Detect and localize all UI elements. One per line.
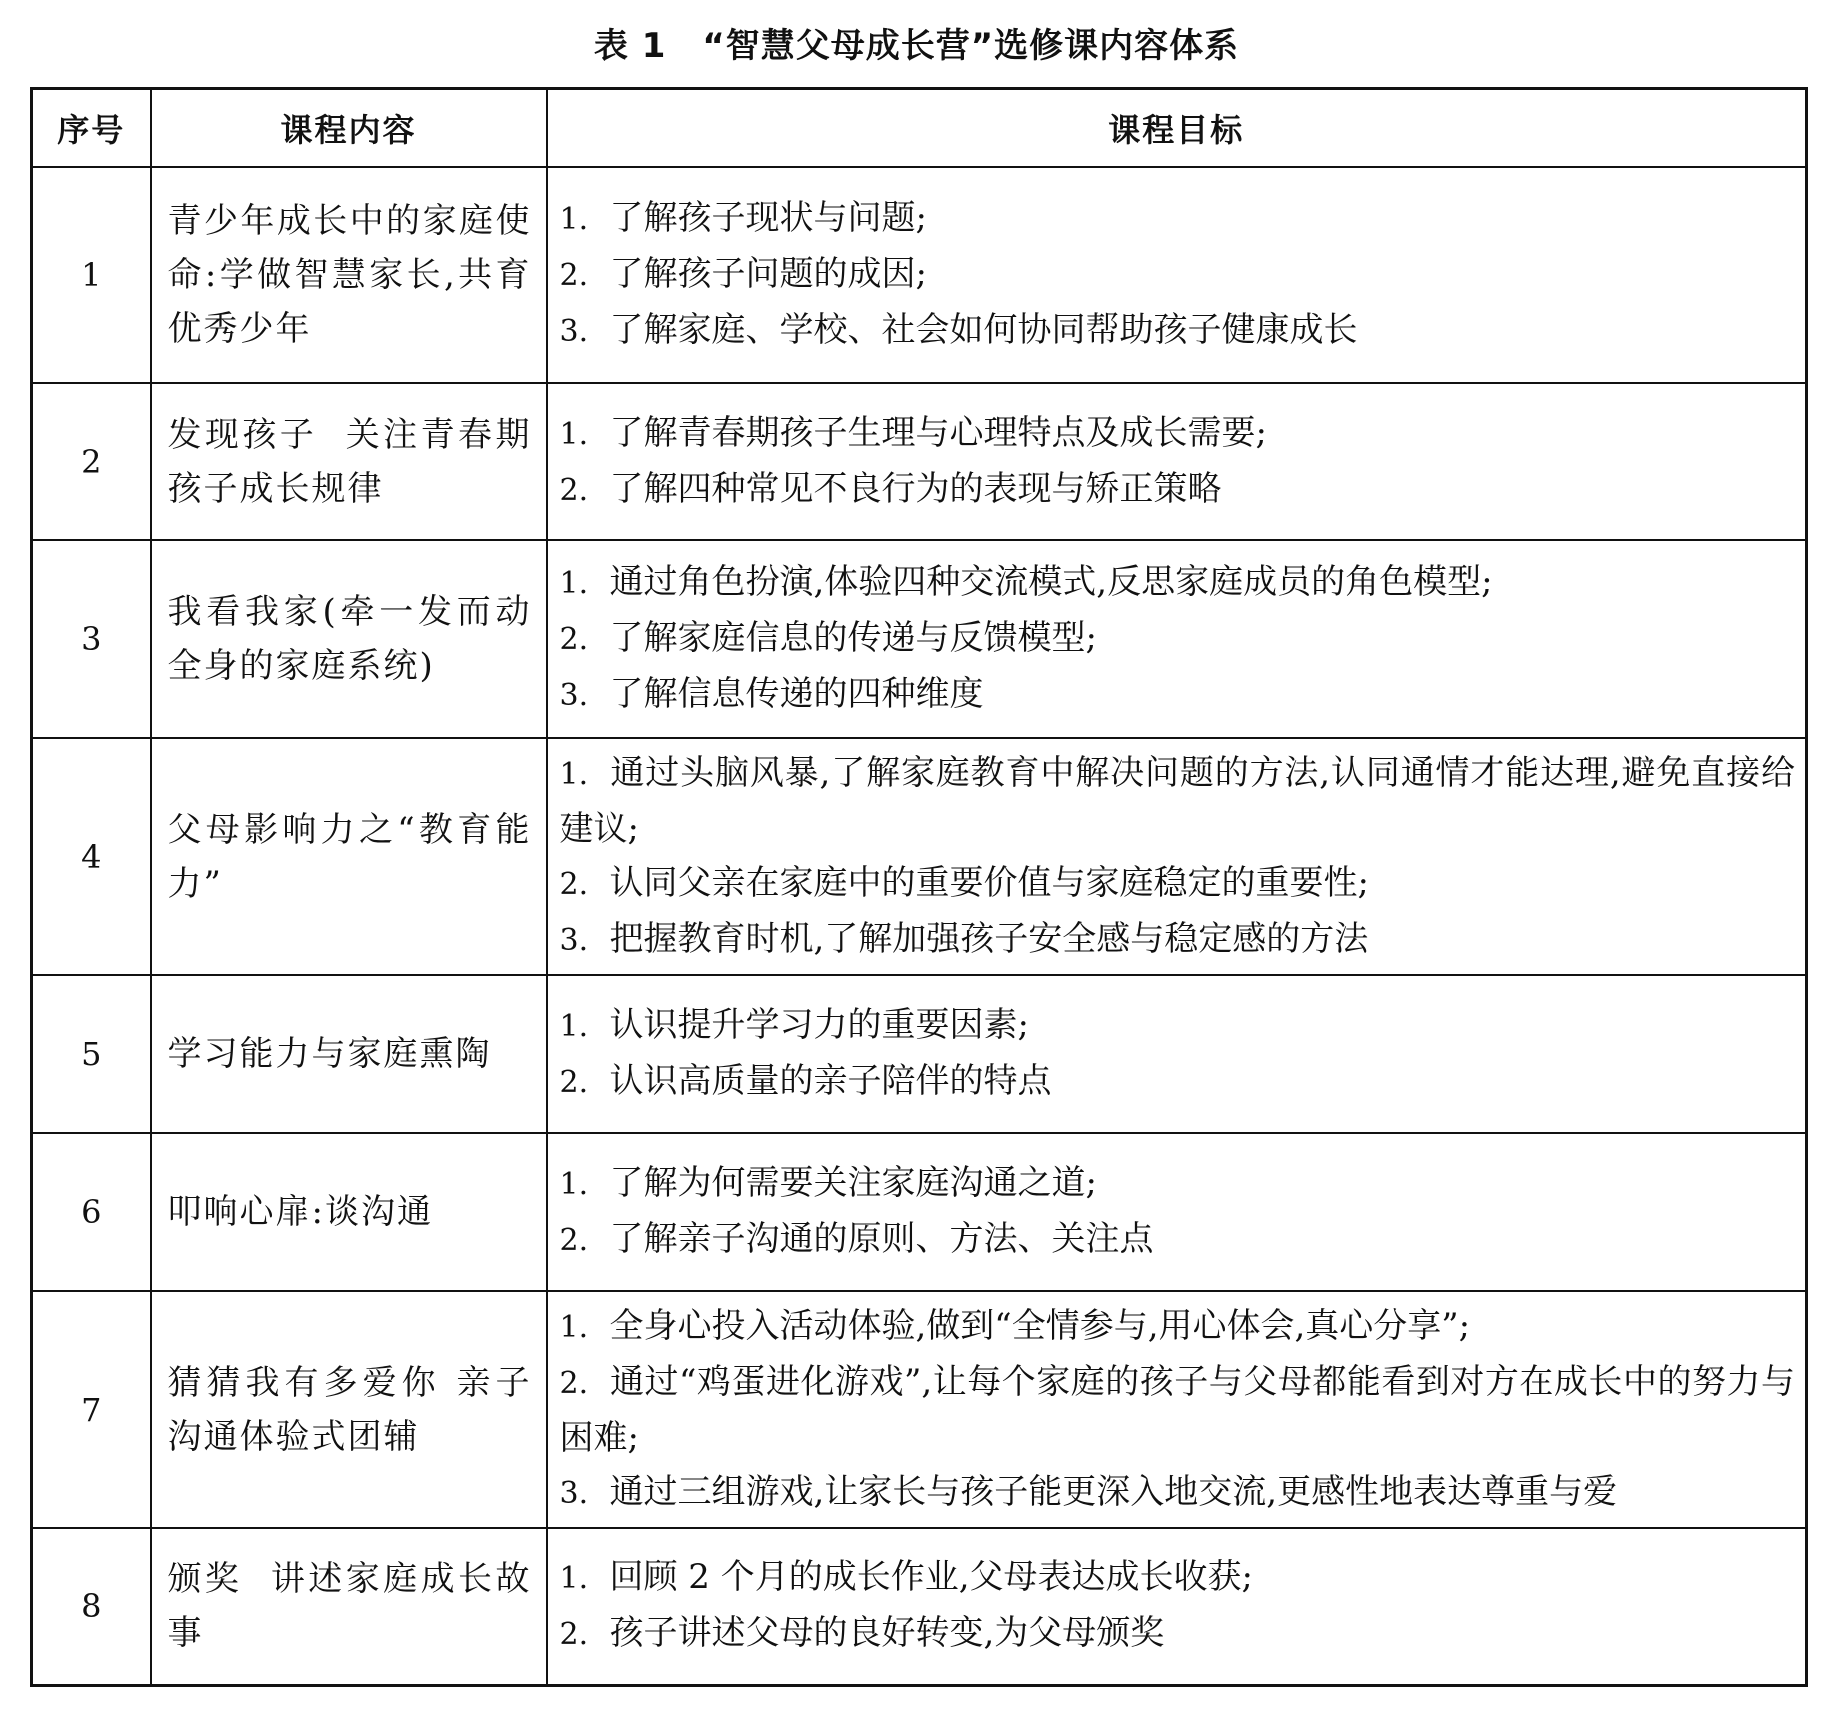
course-content: 发现孩子 关注青春期孩子成长规律 — [151, 383, 547, 540]
goal-item: 2. 了解亲子沟通的原则、方法、关注点 — [559, 1219, 1154, 1259]
row-number: 1 — [32, 167, 151, 383]
goal-item: 3. 了解信息传递的四种维度 — [559, 674, 984, 714]
goal-item: 1. 通过角色扮演,体验四种交流模式,反思家庭成员的角色模型; — [559, 562, 1493, 602]
table-row — [32, 1528, 1807, 1685]
goal-item: 1. 认识提升学习力的重要因素; — [559, 1005, 1029, 1045]
goal-item: 2. 通过“鸡蛋进化游戏”,让每个家庭的孩子与父母都能看到对方在成长中的努力与困难; — [559, 1361, 1795, 1458]
course-content: 青少年成长中的家庭使命:学做智慧家长,共育优秀少年 — [151, 167, 547, 383]
table-title: “智慧父母成长营”选修课内容体系 — [702, 26, 1240, 66]
course-goals — [547, 1291, 1807, 1528]
row-number: 4 — [32, 738, 151, 975]
course-content: 学习能力与家庭熏陶 — [151, 975, 547, 1133]
course-goals — [547, 383, 1807, 540]
goal-item: 2. 孩子讲述父母的良好转变,为父母颁奖 — [559, 1613, 1165, 1654]
header-no: 序号 — [32, 89, 151, 168]
table-row — [32, 1291, 1807, 1528]
goal-item: 2. 了解四种常见不良行为的表现与矫正策略 — [559, 468, 1222, 509]
header-goals: 课程目标 — [547, 89, 1807, 168]
course-content: 我看我家(牵一发而动全身的家庭系统) — [151, 540, 547, 738]
table-row — [32, 738, 1807, 975]
table-row — [32, 540, 1807, 738]
goal-item: 2. 认识高质量的亲子陪伴的特点 — [559, 1061, 1052, 1101]
course-goals — [547, 1528, 1807, 1685]
course-content: 猜猜我有多爱你 亲子沟通体验式团辅 — [151, 1291, 547, 1528]
table-caption — [0, 18, 1833, 74]
course-goals — [547, 738, 1807, 975]
header-content: 课程内容 — [151, 89, 547, 168]
table-row — [32, 975, 1807, 1133]
goal-item: 1. 了解为何需要关注家庭沟通之道; — [559, 1163, 1097, 1203]
row-number: 2 — [32, 383, 151, 540]
goal-item: 1. 回顾 2 个月的成长作业,父母表达成长收获; — [559, 1557, 1254, 1598]
row-number: 3 — [32, 540, 151, 738]
row-number: 5 — [32, 975, 151, 1133]
course-content: 颁奖 讲述家庭成长故事 — [151, 1528, 547, 1685]
goal-item: 3. 了解家庭、学校、社会如何协同帮助孩子健康成长 — [559, 310, 1358, 350]
goal-item: 2. 认同父亲在家庭中的重要价值与家庭稳定的重要性; — [559, 862, 1369, 903]
course-goals — [547, 540, 1807, 738]
table-row — [32, 1133, 1807, 1291]
goal-item: 1. 了解青春期孩子生理与心理特点及成长需要; — [559, 412, 1267, 453]
goal-item: 2. 了解孩子问题的成因; — [559, 254, 927, 294]
row-number: 6 — [32, 1133, 151, 1291]
goal-item: 1. 全身心投入活动体验,做到“全情参与,用心体会,真心分享”; — [559, 1305, 1471, 1346]
row-number: 7 — [32, 1291, 151, 1528]
table-row — [32, 383, 1807, 540]
goal-item: 1. 通过头脑风暴,了解家庭教育中解决问题的方法,认同通情才能达理,避免直接给建议; — [559, 752, 1795, 849]
table-row — [32, 167, 1807, 383]
course-goals — [547, 167, 1807, 383]
goal-item: 3. 通过三组游戏,让家长与孩子能更深入地交流,更感性地表达尊重与爱 — [559, 1471, 1618, 1512]
goal-item: 2. 了解家庭信息的传递与反馈模型; — [559, 618, 1097, 658]
header-row — [32, 89, 1807, 168]
course-content: 叩响心扉:谈沟通 — [151, 1133, 547, 1291]
goal-item: 1. 了解孩子现状与问题; — [559, 198, 927, 238]
course-content: 父母影响力之“教育能力” — [151, 738, 547, 975]
course-table — [30, 87, 1808, 1687]
course-goals — [547, 1133, 1807, 1291]
table-number: 表 1 — [593, 26, 667, 66]
goal-item: 3. 把握教育时机,了解加强孩子安全感与稳定感的方法 — [559, 918, 1369, 959]
row-number: 8 — [32, 1528, 151, 1685]
course-goals — [547, 975, 1807, 1133]
